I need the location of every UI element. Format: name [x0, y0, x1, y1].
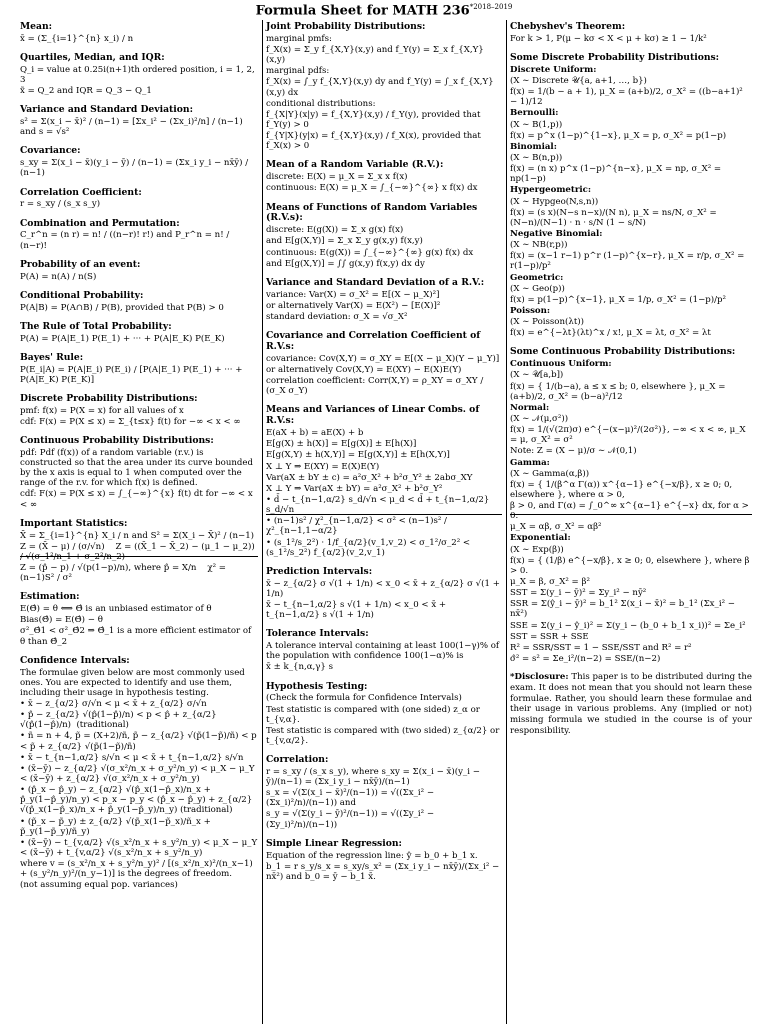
section-discrete-uniform: [510, 65, 752, 108]
distribution-name: Discrete Uniform:: [510, 64, 597, 75]
formula-line: pdf: Pdf (f(x)) of a random variable (r.v.) is constructed so that the area under its curve bounded by the x axis is equal to 1 when computed over the range of the r.v. for which f(x) is defined.: [20, 447, 256, 489]
formula-line: (X ∼ NB(r,p)): [510, 240, 568, 251]
section-continuous-uniform: [510, 359, 752, 402]
formula-line: The formulae given below are most commonly used ones. You are expected to identify and use them, including their usage in hypothesis testing.: [20, 667, 248, 698]
formula-line: and E[g(X,Y)] = Σ_x Σ_y g(x,y) f(x,y): [266, 236, 423, 247]
formula-line: f(x) = (n x) p^x (1−p)^{n−x}, μ_X = np, σ_X² = np(1−p): [510, 164, 724, 185]
formula-line: Z = (p̂ − p) / √(p(1−p)/n), where p̂ = X/n χ² = (n−1)S² / σ²: [20, 562, 229, 584]
formula-line: b_1 = r s_y/s_x = s_xy/s_x² = (Σx_i y_i − nx̄ȳ)/(Σx_i² − nx̄²) and b_0 = ȳ − b_1 x̄.: [266, 861, 502, 882]
section-heading: Continuous Probability Distributions:: [20, 434, 214, 446]
formula-line: Q_i = value at 0.25i(n+1)th ordered position, i = 1, 2, 3: [20, 64, 258, 85]
formula-line: Test statistic is compared with (one sided) z_α or t_{v,α}.: [266, 704, 483, 725]
column-right-body: [510, 22, 752, 664]
section-heading: Confidence Intervals:: [20, 654, 130, 666]
distribution-name: Bernoulli:: [510, 108, 559, 119]
section-negative-binomial: [510, 229, 752, 272]
column-right: [510, 20, 752, 1024]
section-some-discrete-probability-distributions: [510, 53, 752, 64]
section-heading: Simple Linear Regression:: [266, 837, 402, 849]
section-tolerance-intervals: [266, 629, 502, 672]
section-heading: Discrete Probability Distributions:: [20, 392, 198, 404]
formula-line: x̄ − z_{α/2} σ √(1 + 1/n) < x_0 < x̄ + z_{α/2} σ √(1 + 1/n): [266, 578, 503, 599]
formula-line: E(Θ̂) = θ ⟺ Θ̂ is an unbiased estimator of θ: [20, 604, 212, 615]
formula-line: Note: Z = (X − μ)/σ ∼ 𝒩(0,1): [510, 446, 637, 457]
formula-bullet: • (x̄−ȳ) − t_{v,α/2} √(s_x²/n_x + s_y²/n_y) < μ_X − μ_Y < (x̄−ȳ) + t_{v,α/2} √(s_x²/n_x + s_y²/n_y): [20, 838, 258, 858]
formula-line: R² = SSR/SST = 1 − SSE/SST and R² = r²: [510, 642, 692, 653]
formula-line: f(x) = p(1−p)^{x−1}, μ_X = 1/p, σ_X² = (1−p)/p²: [510, 294, 726, 305]
section-heading: Quartiles, Median, and IQR:: [20, 52, 165, 63]
formula-line: (Check the formula for Confidence Intervals): [266, 693, 462, 704]
distribution-name: Geometric:: [510, 272, 564, 283]
section-heading: Chebyshev's Theorem:: [510, 21, 626, 32]
formula-line: (not assuming equal pop. variances): [20, 880, 178, 891]
section-heading: Hypothesis Testing:: [266, 680, 368, 692]
section-heading: Mean of a Random Variable (R.V.):: [266, 159, 444, 171]
section-col1-block-15: [20, 699, 258, 858]
formula-line: s² = Σ(x_i − x̄)² / (n−1) = [Σx_i² − (Σx_i)²/n] / (n−1) and s = √s²: [20, 117, 246, 138]
formula-line: Z = (X̄ − μ) / (σ/√n) Z = ((X̄_1 − X̄_2) − (μ_1 − μ_2)) / √(σ_1²/n_1 + σ_2²/n_2): [20, 541, 258, 562]
formula-line: x̄ = (Σ_{i=1}^{n} x_i) / n: [20, 33, 134, 44]
section-correlation: [266, 755, 502, 830]
section-normal: [510, 403, 752, 457]
section-gamma: [510, 458, 752, 533]
formula-line: cdf: F(x) = P(X ≤ x) = Σ_{t≤x} f(t) for −∞ < x < ∞: [20, 416, 241, 427]
formula-bullet: • (s_1²/s_2²) · 1/f_{α/2}(v_1,v_2) < σ_1²/σ_2² < (s_1²/s_2²) f_{α/2}(v_2,v_1): [266, 538, 502, 558]
formula-line: Bias(Θ̂) = E(Θ̂) − θ: [20, 615, 103, 626]
formula-line: f_X(x) = ∫_y f_{X,Y}(x,y) dy and f_Y(y) = ∫_x f_{X,Y}(x,y) dx: [266, 77, 494, 98]
section-covariance-and-correlation-coefficient-of-r-v-s: [266, 331, 502, 396]
section-heading: Bayes' Rule:: [20, 351, 84, 363]
section-correlation-coefficient: [20, 188, 258, 210]
section-variance-and-standard-deviation: [20, 105, 258, 137]
section-means-of-functions-of-random-variables-r-v-s: [266, 203, 502, 269]
formula-line: SSE = Σ(y_i − ŷ_i)² = Σ(y_i − (b_0 + b_1 x_i))² = Σe_i²: [510, 620, 746, 631]
formula-bullet: • p̂ − z_{α/2} √(p̂(1−p̂)/n) < p < p̂ + z_{α/2} √(p̂(1−p̂)/n) (traditional): [20, 710, 258, 730]
formula-line: (X ∼ B(1,p)): [510, 119, 563, 130]
formula-bullet: • x̄ − z_{α/2} σ/√n < μ < x̄ + z_{α/2} σ/√n: [20, 699, 258, 709]
section-binomial: [510, 142, 752, 185]
section-quartiles-median-and-iqr: [20, 53, 258, 96]
section-heading: Correlation Coefficient:: [20, 186, 142, 198]
disclaimer-label: *Disclosure:: [510, 672, 569, 683]
title-years: *2018–2019: [469, 3, 513, 11]
formula-line: variance: Var(X) = σ_X² = E[(X − μ_X)²]: [266, 289, 440, 300]
section-heading: Some Continuous Probability Distributions:: [510, 346, 736, 358]
formula-line: r = s_xy / (s_x s_y), where s_xy = Σ(x_i − x̄)(y_i − ȳ)/(n−1) = (Σx_i y_i − nx̄ȳ)/(n−1): [266, 766, 483, 788]
section-poisson: [510, 306, 752, 338]
section-heading: Covariance and Correlation Coefficient of R.V.s:: [266, 330, 481, 352]
formula-line: f(x) = (x−1 r−1) p^r (1−p)^{x−r}, μ_X = r/p, σ_X² = r(1−p)/p²: [510, 251, 748, 272]
section-the-rule-of-total-probability: [20, 322, 258, 344]
section-heading: Some Discrete Probability Distributions:: [510, 52, 720, 63]
section-mean: [20, 22, 258, 44]
formula-line: x̄ − t_{n−1,α/2} s √(1 + 1/n) < x_0 < x̄ + t_{n−1,α/2} s √(1 + 1/n): [266, 599, 449, 621]
formula-line: covariance: Cov(X,Y) = σ_XY = E[(X − μ_X)(Y − μ_Y)]: [266, 353, 500, 364]
formula-line: discrete: E(g(X)) = Σ_x g(x) f(x): [266, 225, 404, 236]
section-exponential: [510, 533, 752, 587]
formula-line: s_xy = Σ(x_i − x̄)(y_i − ȳ) / (n−1) = (Σx_i y_i − nx̄ȳ) / (n−1): [20, 158, 251, 179]
distribution-name: Poisson:: [510, 305, 551, 316]
formula-bullet: • ñ = n + 4, p̃ = (X+2)/ñ, p̃ − z_{α/2} √(p̃(1−p̃)/ñ) < p < p̃ + z_{α/2} √(p̃(1−p̃)/ñ): [20, 731, 258, 751]
formula-line: P(A) = P(A|E_1) P(E_1) + ··· + P(A|E_K) P(E_K): [20, 333, 225, 344]
formula-line: x̄ ± k_{n,α,γ} s: [266, 662, 334, 673]
formula-bullet: • (n−1)s² / χ²_{n−1,α/2} < σ² < (n−1)s² / χ²_{n−1,1−α/2}: [266, 516, 502, 536]
formula-line: f(x) = { 1/(b−a), a ≤ x ≤ b; 0, elsewhere }, μ_X = (a+b)/2, σ_X² = (b−a)²/12: [510, 381, 729, 402]
section-means-and-variances-of-linear-combs-of-r-v-s: [266, 405, 502, 494]
formula-line: P(A) = n(A) / n(S): [20, 271, 97, 282]
distribution-name: Continuous Uniform:: [510, 359, 612, 370]
section-heading: Variance and Standard Deviation of a R.V.:: [266, 276, 485, 288]
section-some-continuous-probability-distributions: [510, 347, 752, 358]
formula-line: Equation of the regression line: ŷ = b_0 + b_1 x.: [266, 850, 478, 861]
section-heading: Means and Variances of Linear Combs. of R.V.s:: [266, 404, 480, 427]
column-divider-2: [506, 20, 507, 1024]
section-joint-probability-distributions: [266, 22, 502, 151]
section-heading: Variance and Standard Deviation:: [20, 104, 193, 116]
title-text: Formula Sheet for MATH 236: [255, 3, 470, 19]
formula-line: P(A|B) = P(A∩B) / P(B), provided that P(B) > 0: [20, 302, 224, 313]
formula-line: X ⊥ Y ⇒ E(XY) = E(X)E(Y): [266, 461, 380, 472]
formula-line: or alternatively Cov(X,Y) = E(XY) − E(X)E(Y): [266, 364, 462, 375]
column-divider-1: [262, 20, 263, 1024]
section-heading: Combination and Permutation:: [20, 217, 180, 229]
section-bernoulli: [510, 108, 752, 140]
formula-line: σ²_Θ̂1 < σ²_Θ̂2 ⇒ Θ̂_1 is a more efficient estimator of θ than Θ̂_2: [20, 626, 254, 647]
formula-line: (X ∼ Exp(β)): [510, 544, 564, 555]
formula-line: P(E_i|A) = P(A|E_i) P(E_i) / [P(A|E_1) P(E_1) + ··· + P(A|E_K) P(E_K)]: [20, 364, 246, 385]
formula-line: For k > 1, P(μ − kσ < X < μ + kσ) ≥ 1 − 1/k²: [510, 33, 707, 44]
section-heading: Prediction Intervals:: [266, 565, 373, 577]
section-col2-block-6: [266, 495, 502, 558]
formula-line: f(x) = 1/(b − a + 1), μ_X = (a+b)/2, σ_X² = ((b−a+1)² − 1)/12: [510, 87, 746, 108]
formula-line: E[g(X) ± h(X)] = E[g(X)] ± E[h(X)]: [266, 439, 417, 450]
formula-bullet: • x̄ − t_{n−1,α/2} s/√n < μ < x̄ + t_{n−1,α/2} s/√n: [20, 753, 258, 763]
section-heading: Important Statistics:: [20, 517, 128, 529]
distribution-name: Gamma:: [510, 457, 550, 468]
formula-line: f_{X|Y}(x|y) = f_{X,Y}(x,y) / f_Y(y), provided that f_Y(y) > 0: [266, 109, 484, 130]
section-heading: Probability of an event:: [20, 258, 141, 270]
formula-line: (X ∼ Gamma(α,β)): [510, 468, 590, 479]
section-hypothesis-testing: [266, 682, 502, 747]
formula-line: (X ∼ Poisson(λt)): [510, 317, 584, 328]
formula-line: A tolerance interval containing at least 100(1−γ)% of the population with confidence 100(1−α)% is: [266, 641, 502, 662]
formula-line: X̄ = Σ_{i=1}^{n} X_i / n and S² = Σ(X_i − X̄)² / (n−1): [20, 530, 255, 541]
distribution-name: Exponential:: [510, 533, 571, 544]
section-mean-of-a-random-variable-r-v: [266, 160, 502, 193]
section-conditional-probability: [20, 291, 258, 313]
formula-line: (X ∼ Geo(p)): [510, 283, 565, 294]
section-simple-linear-regression: [266, 839, 502, 882]
formula-line: μ_X = αβ, σ_X² = αβ²: [510, 522, 602, 533]
section-heading: Joint Probability Distributions:: [266, 21, 426, 32]
section-combination-and-permutation: [20, 219, 258, 251]
formula-line: f(x) = 1/(√(2π)σ) e^{−(x−μ)²/(2σ²)}, −∞ < x < ∞, μ_X = μ, σ_X² = σ²: [510, 425, 749, 446]
section-bayes-rule: [20, 353, 258, 385]
section-hypergeometric: [510, 185, 752, 228]
section-continuous-probability-distributions: [20, 436, 258, 510]
section-heading: Tolerance Intervals:: [266, 628, 369, 640]
section-heading: Estimation:: [20, 591, 80, 603]
formula-line: conditional distributions:: [266, 98, 376, 109]
column-left: [20, 20, 258, 1024]
formula-line: f(x) = e^{−λt}(λt)^x / x!, μ_X = λt, σ_X² = λt: [510, 328, 711, 339]
formula-line: C_r^n = (n r) = n! / ((n−r)! r!) and P_r^n = n! / (n−r)!: [20, 230, 233, 251]
disclaimer: [510, 672, 752, 736]
formula-bullet: • (p̂_x − p̂_y) − z_{α/2} √(p̂_x(1−p̂_x)/n_x + p̂_y(1−p̂_y)/n_y) < p_x − p_y < (p̂_x − p̂_y) + z_{α/2} √(p̂_x(1−p̂_x)/n_x + p̂_y(1−p̂_y)/n_y) (traditional): [20, 785, 258, 815]
formula-bullet: • (p̃_x − p̃_y) ± z_{α/2} √(p̃_x(1−p̃_x)/ñ_x + p̃_y(1−p̃_y)/ñ_y): [20, 817, 258, 837]
formula-line: (X ∼ B(n,p)): [510, 152, 563, 163]
formula-line: SST = Σ(y_i − ȳ)² = Σy_i² − nȳ²: [510, 588, 647, 599]
formula-line: Test statistic is compared with (two sided) z_{α/2} or t_{v,α/2}.: [266, 725, 503, 746]
formula-line: discrete: E(X) = μ_X = Σ_x x f(x): [266, 172, 408, 183]
distribution-name: Hypergeometric:: [510, 185, 592, 196]
formula-line: x̃ = Q_2 and IQR = Q_3 − Q_1: [20, 86, 152, 97]
formula-line: SSR = Σ(ŷ_i − ȳ)² = b_1² Σ(x_i − x̄)² = b_1² (Σx_i² − nx̄²): [510, 599, 738, 620]
formula-bullet: • (x̄−ȳ) − z_{α/2} √(σ_x²/n_x + σ_y²/n_y) < μ_X − μ_Y < (x̄−ȳ) + z_{α/2} √(σ_x²/n_x + σ_y²/n_y): [20, 764, 258, 784]
distribution-name: Binomial:: [510, 141, 557, 152]
section-variance-and-standard-deviation-of-a-r-v: [266, 278, 502, 322]
formula-line: r = s_xy / (s_x s_y): [20, 199, 101, 210]
formula-line: f(x) = (s x)(N−s n−x)/(N n), μ_X = ns/N, σ_X² = (N−n)/(N−1) · n · s/N (1 − s/N): [510, 207, 720, 228]
section-confidence-intervals: [20, 656, 258, 698]
section-probability-of-an-event: [20, 260, 258, 282]
formula-line: (X ∼ 𝒰[a,b]): [510, 370, 564, 381]
section-col3-block-14: [510, 588, 752, 664]
section-prediction-intervals: [266, 567, 502, 620]
section-col1-block-16: [20, 859, 258, 890]
formula-bullet: • d̄ − t_{n−1,α/2} s_d/√n < μ_d < d̄ + t_{n−1,α/2} s_d/√n: [266, 495, 502, 515]
page-title: [0, 3, 768, 18]
formula-line: X ⊥ Y ⇒ Var(aX ± bY) = a²σ_X² + b²σ_Y²: [266, 483, 443, 494]
section-heading: Mean:: [20, 21, 53, 32]
section-estimation: [20, 592, 258, 646]
formula-line: SST = SSR + SSE: [510, 631, 589, 642]
formula-line: (X ∼ Hypgeo(N,s,n)): [510, 196, 599, 207]
formula-line: (X ∼ 𝒩(μ,σ²)): [510, 413, 569, 424]
section-chebyshev-s-theorem: [510, 22, 752, 44]
formula-line: β > 0, and Γ(α) = ∫_0^∞ x^{α−1} e^{−x} dx, for α > 0.: [510, 501, 752, 522]
formula-line: f(x) = { (1/β) e^{−x/β}, x ≥ 0; 0, elsewhere }, where β > 0.: [510, 555, 753, 576]
formula-line: f_{Y|X}(y|x) = f_{X,Y}(x,y) / f_X(x), provided that f_X(x) > 0: [266, 131, 484, 152]
distribution-name: Normal:: [510, 402, 550, 413]
formula-line: Var(aX ± bY ± c) = a²σ_X² + b²σ_Y² ± 2abσ_XY: [266, 472, 473, 483]
formula-line: μ_X = β, σ_X² = β²: [510, 577, 590, 588]
formula-line: where v = (s_x²/n_x + s_y²/n_y)² / [(s_x²/n_x)²/(n_x−1) + (s_y²/n_y)²/(n_y−1)] is the degrees of freedom.: [20, 859, 256, 880]
formula-line: continuous: E(g(X)) = ∫_{−∞}^{∞} g(x) f(x) dx: [266, 247, 474, 258]
section-heading: Conditional Probability:: [20, 289, 144, 301]
section-heading: Correlation:: [266, 754, 329, 766]
formula-line: E(aX + b) = aE(X) + b: [266, 428, 364, 439]
formula-line: s_y = √(Σ(y_i − ȳ)²/(n−1)) = √((Σy_i² − (Σy_i)²/n)/(n−1)): [266, 809, 437, 830]
formula-line: (X ∼ Discrete 𝒰{a, a+1, …, b}): [510, 76, 647, 86]
formula-line: marginal pdfs:: [266, 66, 330, 77]
section-heading: Covariance:: [20, 145, 81, 157]
section-geometric: [510, 273, 752, 305]
formula-line: f_X(x) = Σ_y f_{X,Y}(x,y) and f_Y(y) = Σ_x f_{X,Y}(x,y): [266, 45, 484, 66]
disclaimer-text: This paper is to be distributed during the exam. It does not mean that you should not learn these formulae. Rather, you should learn these formulae and their usage in various problems. Any (implied or not) missing formula we studied in the course is of your responsibility.: [510, 672, 753, 736]
formula-line: E[g(X,Y) ± h(X,Y)] = E[g(X,Y)] ± E[h(X,Y)]: [266, 450, 450, 461]
section-heading: Means of Functions of Random Variables (R.V.s):: [266, 201, 478, 224]
formula-line: marginal pmfs:: [266, 33, 332, 44]
formula-line: pmf: f(x) = P(X = x) for all values of x: [20, 405, 184, 416]
formula-line: f(x) = p^x (1−p)^{1−x}, μ_X = p, σ_X² = p(1−p): [510, 130, 727, 141]
formula-line: correlation coefficient: Corr(X,Y) = ρ_XY = σ_XY / (σ_X σ_Y): [266, 376, 486, 397]
section-important-statistics: [20, 519, 258, 584]
formula-line: s_x = √(Σ(x_i − x̄)²/(n−1)) = √((Σx_i² − (Σx_i)²/n)/(n−1)) and: [266, 788, 437, 809]
formula-line: and E[g(X,Y)] = ∫∫ g(x,y) f(x,y) dx dy: [266, 258, 425, 269]
section-heading: The Rule of Total Probability:: [20, 320, 172, 332]
formula-line: cdf: F(x) = P(X ≤ x) = ∫_{−∞}^{x} f(t) dt for −∞ < x < ∞: [20, 489, 256, 510]
formula-line: f(x) = { 1/(β^α Γ(α)) x^{α−1} e^{−x/β}, x ≥ 0; 0, elsewhere }, where α > 0,: [510, 479, 735, 500]
formula-line: or alternatively Var(X) = E(X²) − [E(X)]²: [266, 300, 441, 311]
formula-line: standard deviation: σ_X = √σ_X²: [266, 311, 408, 322]
section-covariance: [20, 146, 258, 178]
column-middle: [266, 20, 502, 1024]
formula-line: continuous: E(X) = μ_X = ∫_{−∞}^{∞} x f(x) dx: [266, 183, 478, 194]
section-discrete-probability-distributions: [20, 394, 258, 427]
formula-line: σ̂² = s² = Σe_i²/(n−2) = SSE/(n−2): [510, 654, 661, 665]
distribution-name: Negative Binomial:: [510, 228, 603, 239]
